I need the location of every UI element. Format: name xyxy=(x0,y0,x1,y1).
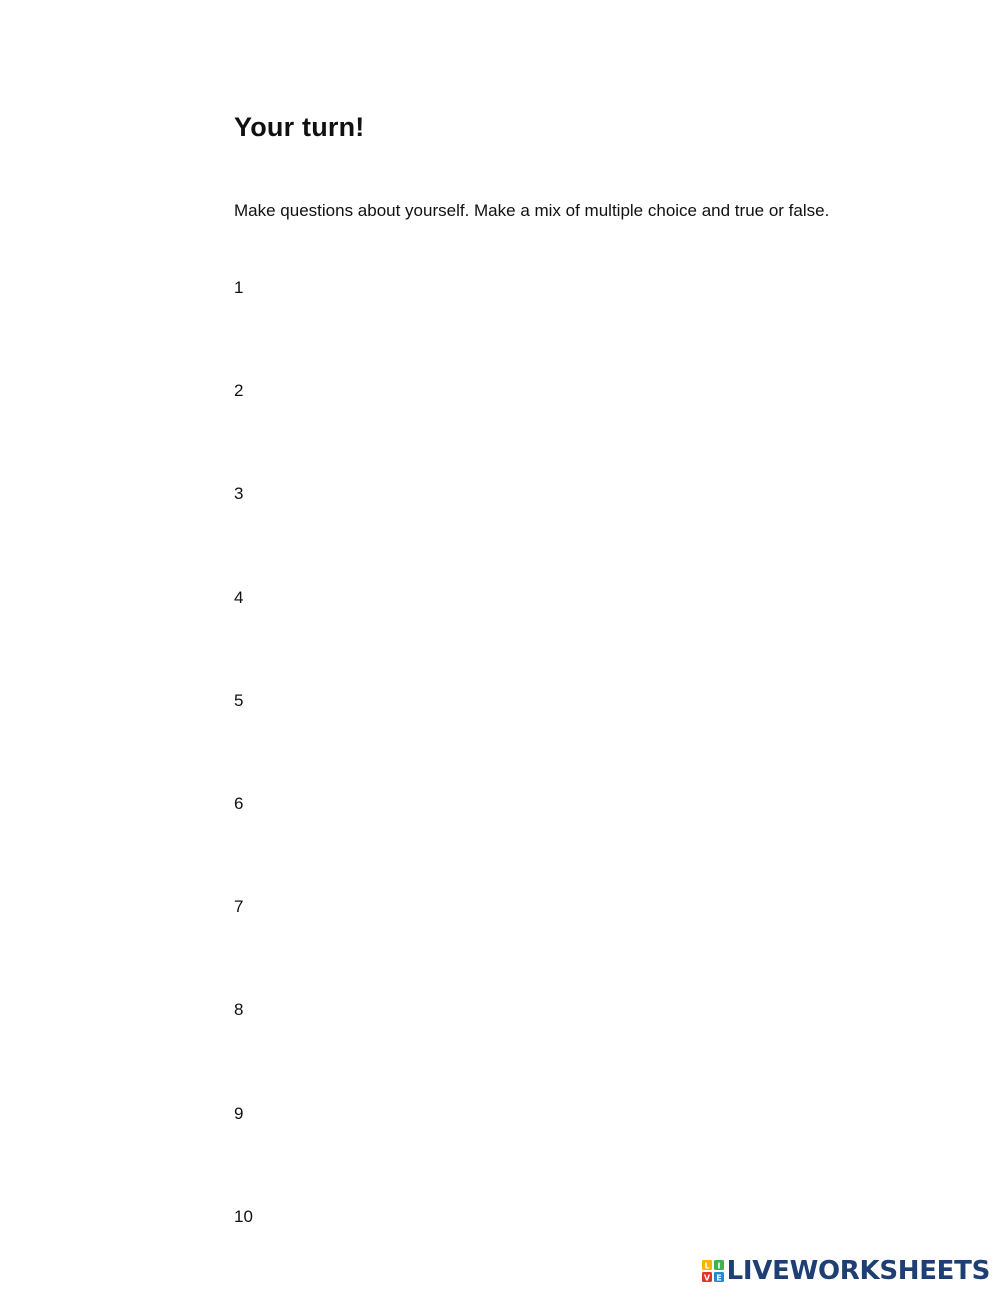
question-number: 9 xyxy=(234,1103,244,1123)
question-number: 5 xyxy=(234,690,244,710)
question-number: 7 xyxy=(234,897,244,917)
liveworksheets-brand xyxy=(702,1256,990,1286)
question-list xyxy=(234,277,253,1309)
question-number: 3 xyxy=(234,484,244,504)
brand-name: LIVEWORKSHEETS xyxy=(726,1256,990,1286)
question-number: 8 xyxy=(234,1000,244,1020)
question-number: 1 xyxy=(234,278,244,297)
logo-letter-l: L xyxy=(704,1261,710,1271)
question-number: 4 xyxy=(234,587,244,607)
logo-letter-v: V xyxy=(703,1273,710,1282)
logo-letter-i: I xyxy=(717,1261,721,1271)
question-number: 10 xyxy=(234,1206,253,1226)
liveworksheets-logo-icon xyxy=(702,1260,724,1282)
question-number: 2 xyxy=(234,381,244,401)
logo-letter-e: E xyxy=(715,1273,722,1282)
page-title: Your turn! xyxy=(234,112,365,142)
question-number: 6 xyxy=(234,793,244,813)
instructions-text: Make questions about yourself. Make a mix of multiple choice and true or false. xyxy=(234,201,830,220)
